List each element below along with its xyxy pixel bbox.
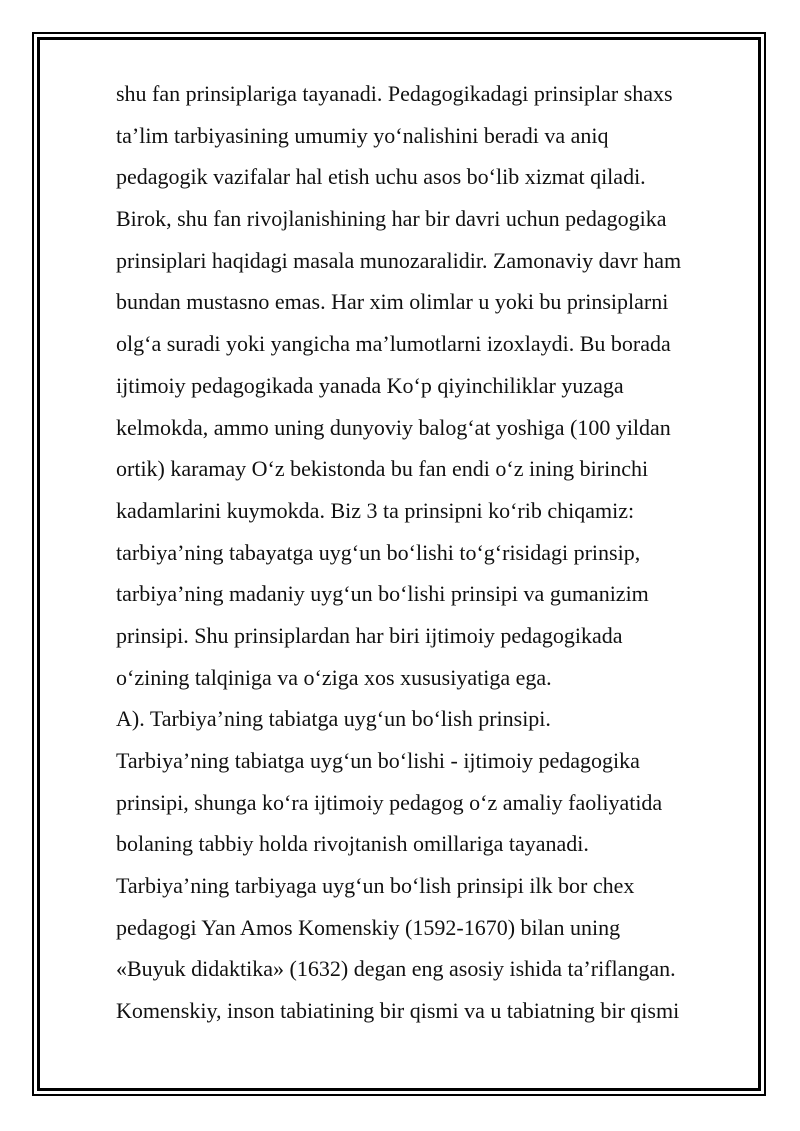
- text-line: prinsiplari haqidagi masala munozaralidir. Zamonaviy davr ham: [116, 247, 682, 273]
- text-line: «Buyuk didaktika» (1632) degan eng asosiy ishida ta’riflangan.: [116, 956, 676, 982]
- text-line: Birok, shu fan rivojlanishining har bir davri uchun pedagogika: [116, 206, 667, 232]
- text-line: ortik) karamay O‘z bekistonda bu fan endi o‘z ining birinchi: [116, 456, 649, 482]
- text-line: Tarbiya’ning tabiatga uyg‘un bo‘lishi - ijtimoiy pedagogika: [116, 748, 640, 773]
- text-line: pedagogik vazifalar hal etish uchu asos bo‘lib xizmat qiladi.: [116, 164, 646, 190]
- text-line: o‘zining talqiniga va o‘ziga xos xususiyatiga ega.: [116, 664, 552, 690]
- document-body: [116, 73, 746, 1032]
- text-line: Tarbiya’ning tarbiyaga uyg‘un bo‘lish prinsipi ilk bor chex: [116, 873, 635, 899]
- text-line: prinsipi, shunga ko‘ra ijtimoiy pedagog o‘z amaliy faoliyatida: [116, 789, 663, 815]
- text-line: ijtimoiy pedagogikada yanada Ko‘p qiyinchiliklar yuzaga: [116, 372, 624, 398]
- text-line: kadamlarini kuymokda. Biz 3 ta prinsipni ko‘rib chiqamiz:: [116, 497, 635, 523]
- text-line: olg‘a suradi yoki yangicha ma’lumotlarni izoxlaydi. Bu borada: [116, 331, 671, 357]
- text-line: pedagogi Yan Amos Komenskiy (1592-1670) bilan uning: [116, 914, 621, 940]
- text-line: Komenskiy, inson tabiatining bir qismi va u tabiatning bir qismi: [116, 998, 680, 1024]
- text-line: shu fan prinsiplariga tayanadi. Pedagogikadagi prinsiplar shaxs: [116, 81, 673, 106]
- text-line: bundan mustasno emas. Har xim olimlar u yoki bu prinsiplarni: [116, 289, 669, 315]
- section-heading: A). Tarbiya’ning tabiatga uyg‘un bo‘lish prinsipi.: [116, 706, 551, 732]
- text-line: tarbiya’ning tabayatga uyg‘un bo‘lishi to‘g‘risidagi prinsip,: [116, 539, 641, 565]
- text-line: kelmokda, ammo uning dunyoviy balog‘at yoshiga (100 yildan: [116, 414, 671, 440]
- text-line: ta’lim tarbiyasining umumiy yo‘nalishini beradi va aniq: [116, 122, 609, 148]
- text-line: bolaning tabbiy holda rivojtanish omillariga tayanadi.: [116, 831, 589, 857]
- text-line: tarbiya’ning madaniy uyg‘un bo‘lishi prinsipi va gumanizim: [116, 581, 649, 607]
- text-line: prinsipi. Shu prinsiplardan har biri ijtimoiy pedagogikada: [116, 622, 623, 648]
